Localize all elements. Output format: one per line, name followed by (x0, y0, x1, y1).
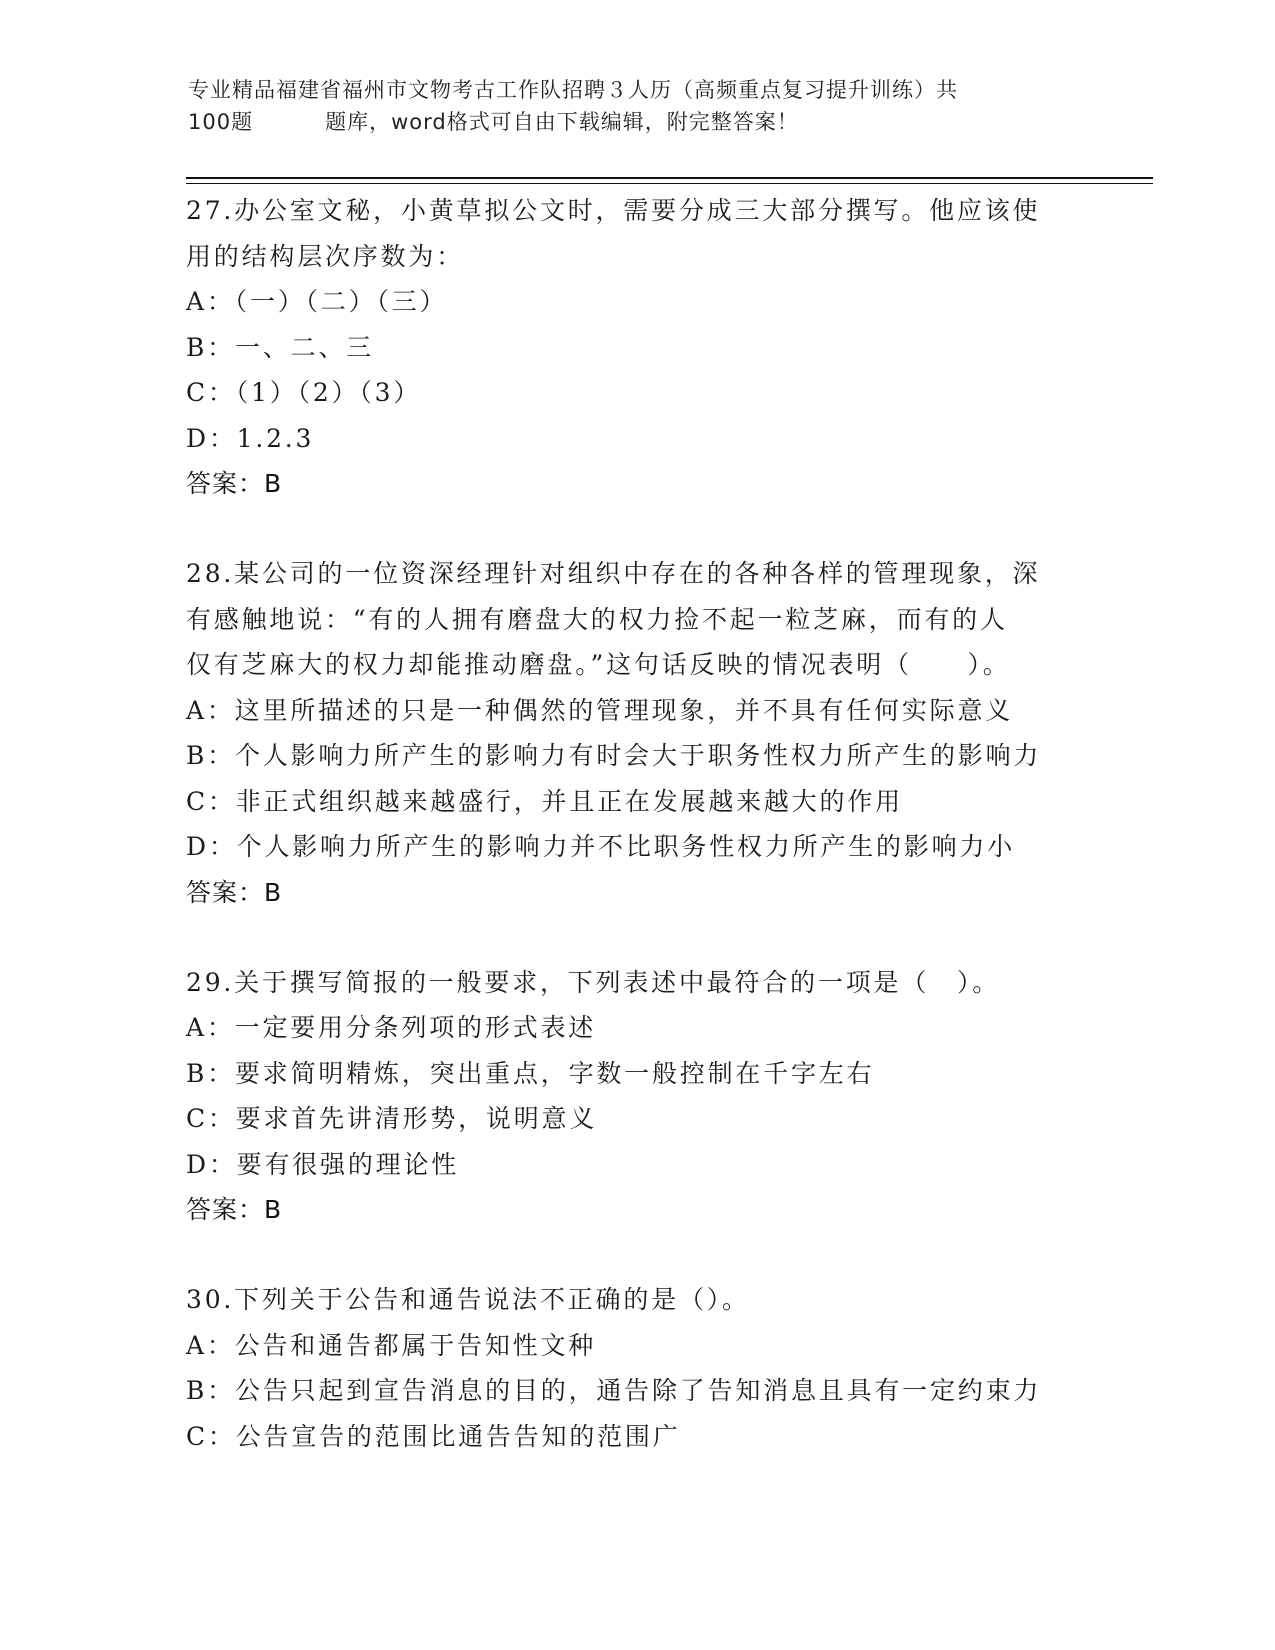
option-b: B：一、二、三 (186, 332, 374, 362)
question-28 (186, 551, 1086, 916)
option-a: A：这里所描述的只是一种偶然的管理现象，并不具有任何实际意义 (186, 695, 1014, 725)
answer-line: 答案：B (186, 1195, 283, 1224)
option-c: C：要求首先讲清形势，说明意义 (186, 1104, 598, 1133)
option-a: A：公告和通告都属于告知性文种 (186, 1330, 597, 1360)
document-header (188, 74, 1088, 138)
question-gap (186, 507, 1086, 551)
option-c: C：（1）（2）（3） (186, 378, 422, 407)
header-title-line-1: 专业精品福建省福州市文物考古工作队招聘３人历（高频重点复习提升训练）共 (188, 78, 958, 102)
question-stem: 用的结构层次序数为： (186, 241, 465, 271)
option-d: D：个人影响力所产生的影响力并不比职务性权力所产生的影响力小 (186, 832, 1016, 861)
question-stem: 30.下列关于公告和通告说法不正确的是（）。 (186, 1285, 750, 1314)
question-stem: 28.某公司的一位资深经理针对组织中存在的各种各样的管理现象，深 (186, 559, 1041, 588)
header-question-count: 100题 (188, 110, 254, 134)
question-list (186, 188, 1086, 1459)
option-b: B：个人影响力所产生的影响力有时会大于职务性权力所产生的影响力 (186, 741, 1042, 770)
option-c: C：公告宣告的范围比通告告知的范围广 (186, 1421, 681, 1451)
answer-line: 答案：B (186, 877, 283, 907)
option-d: D：1.2.3 (186, 423, 315, 453)
question-29 (186, 960, 1086, 1234)
option-a: A：（一）（二）（三） (186, 287, 448, 316)
question-stem: 27.办公室文秘，小黄草拟公文时，需要分成三大部分撰写。他应该使 (186, 196, 1041, 225)
question-stem: 仅有芝麻大的权力却能推动磨盘。”这句话反映的情况表明（ ）。 (186, 650, 1011, 679)
option-b: B：要求简明精炼，突出重点，字数一般控制在千字左右 (186, 1058, 875, 1088)
question-30 (186, 1277, 1086, 1459)
header-subtitle: 题库，word格式可自由下载编辑，附完整答案！ (325, 110, 799, 134)
question-gap (186, 1233, 1086, 1277)
question-27 (186, 188, 1086, 507)
question-gap (186, 916, 1086, 960)
option-b: B：公告只起到宣告消息的目的，通告除了告知消息且具有一定约束力 (186, 1376, 1042, 1405)
question-stem: 有感触地说：“有的人拥有磨盘大的权力捡不起一粒芝麻，而有的人 (186, 604, 1008, 634)
option-a: A：一定要用分条列项的形式表述 (186, 1013, 597, 1042)
question-stem: 29.关于撰写简报的一般要求，下列表述中最符合的一项是（ ）。 (186, 967, 1001, 997)
header-divider-thick (186, 177, 1153, 179)
option-d: D：要有很强的理论性 (186, 1149, 460, 1179)
header-title-line-2 (188, 106, 1088, 138)
header-divider-thin (186, 183, 1153, 184)
answer-line: 答案：B (186, 469, 283, 498)
option-c: C：非正式组织越来越盛行，并且正在发展越来越大的作用 (186, 786, 903, 816)
